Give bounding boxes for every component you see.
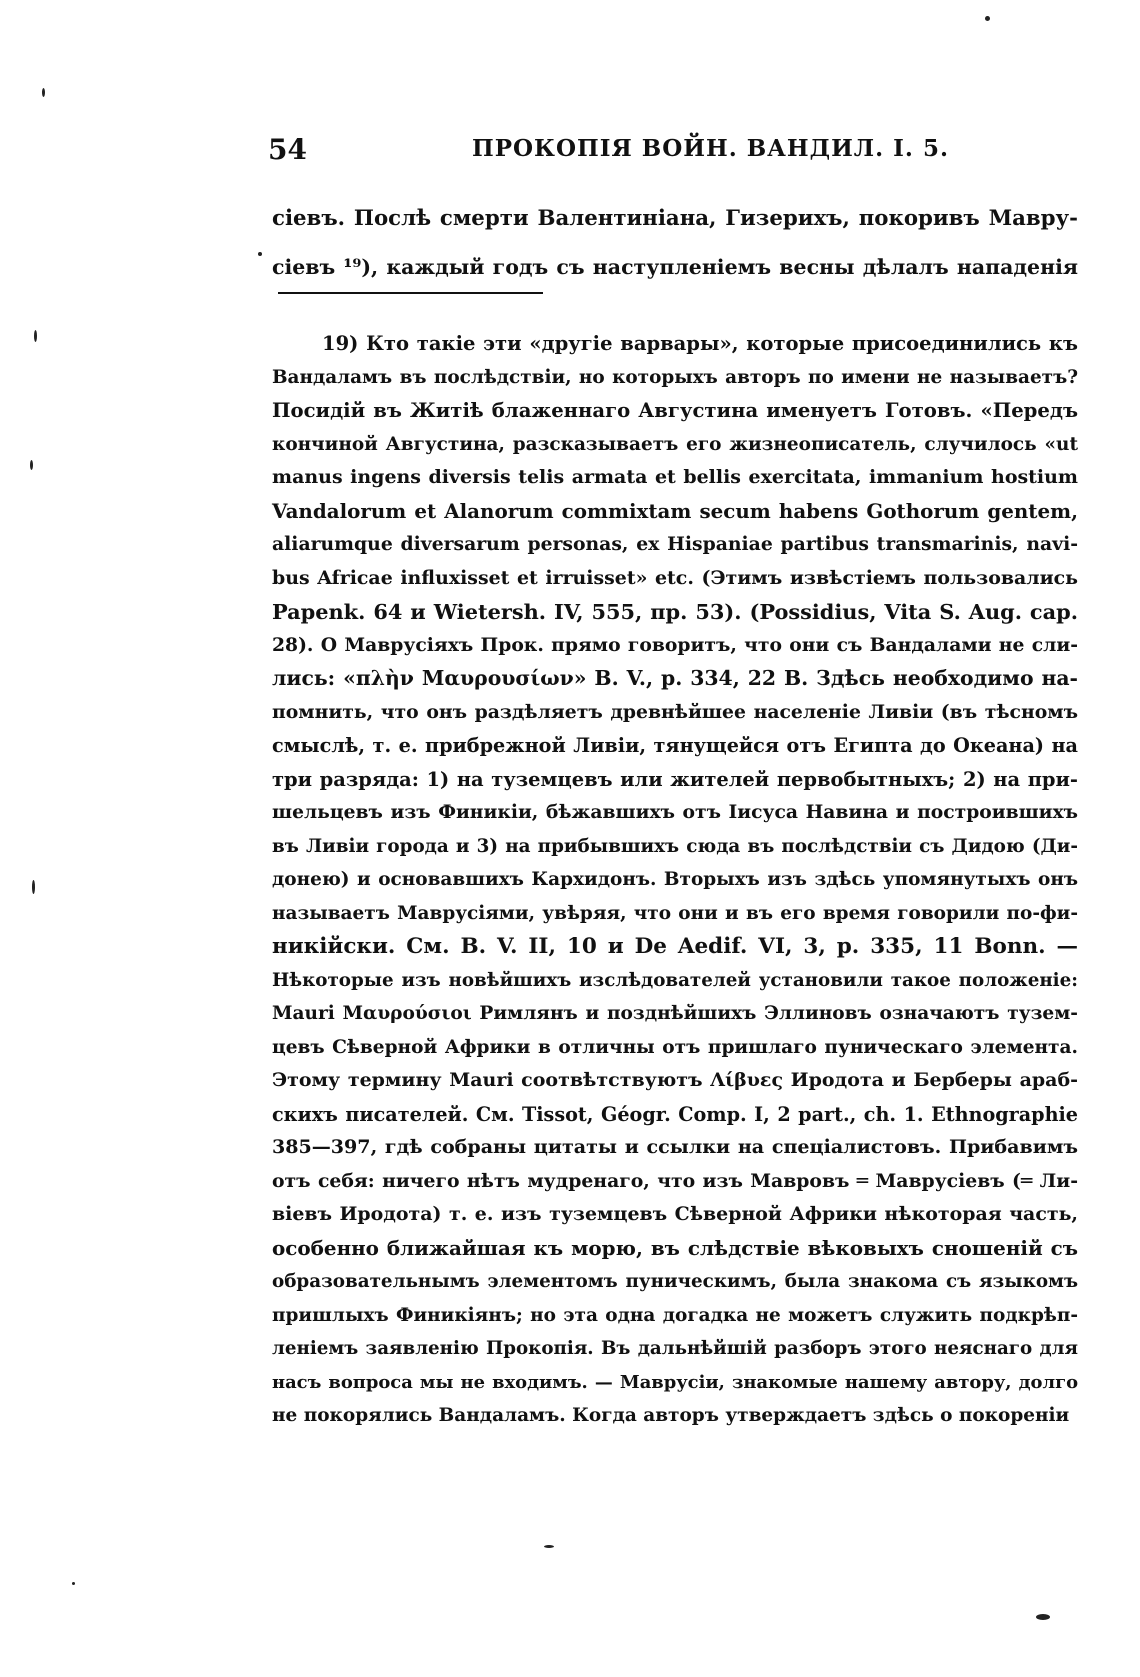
scan-speck [34,330,37,342]
footnote-line: Papenk. 64 и Wietersh. IV, 555, пр. 53). (Possidius, Vita S. Aug. cap. [272,599,1078,624]
footnote-line: 385—397, гдѣ собраны цитаты и ссылки на спеціалистовъ. Прибавимъ [272,1136,1078,1158]
footnote-line: Mauri Μαυρούσιοι Римлянъ и позднѣйшихъ Эллиновъ означаютъ тузем- [272,1003,1078,1024]
running-head: ПРОКОПІЯ ВОЙН. ВАНДИЛ. I. 5. [472,135,949,162]
footnote-line: віевъ Иродота) т. е. изъ туземцевъ Сѣверной Африки нѣкоторая часть, [272,1203,1078,1225]
footnote-line: шельцевъ изъ Финикіи, бѣжавшихъ отъ Іисуса Навина и построившихъ [272,801,1078,823]
footnote-line: донею) и основавшихъ Кархидонъ. Вторыхъ изъ здѣсь упомянутыхъ онъ [272,869,1078,890]
footnote-line: образовательнымъ элементомъ пуническимъ, была знакома съ языкомъ [272,1271,1078,1292]
scan-speck [42,88,45,97]
footnote-line: Этому термину Mauri соотвѣтствуютъ Λίβυες Иродота и Берберы араб- [272,1069,1078,1091]
footnote-line: manus ingens diversis telis armata et bellis exercitata, immanium hostium [272,466,1078,488]
footnote-line: въ Ливіи города и 3) на прибывшихъ сюда въ послѣдствіи съ Дидою (Ди- [272,835,1078,857]
footnote-line: три разряда: 1) на туземцевъ или жителей первобытныхъ; 2) на при- [272,767,1078,791]
footnote-separator [278,292,543,294]
page-number: 54 [268,133,307,166]
main-text-line: сіевъ ¹⁹), каждый годъ съ наступленіемъ весны дѣлалъ нападенія [272,255,1078,279]
footnote-line: леніемъ заявленію Прокопія. Въ дальнѣйшій разборъ этого неяснаго для [272,1338,1078,1359]
scan-speck [544,1545,554,1548]
footnote-block [272,327,1078,1433]
footnote-line: отъ себя: ничего нѣтъ мудренаго, что изъ Мавровъ ═ Маврусіевъ (═ Ли- [272,1169,1078,1192]
footnote-line: насъ вопроса мы не входимъ. — Маврусіи, знакомые нашему автору, долго [272,1371,1078,1393]
footnote-line: особенно ближайшая къ морю, въ слѣдствіе вѣковыхъ сношеній съ [272,1235,1078,1260]
footnote-line: Нѣкоторые изъ новѣйшихъ изслѣдователей установили такое положеніе: [272,969,1078,991]
scan-speck [72,1582,75,1585]
footnote-line: bus Africae influxisset et irruisset» etc. (Этимъ извѣстіемъ пользовались [272,566,1078,589]
footnote-line: называетъ Маврусіями, увѣряя, что они и въ его время говорили по-фи- [272,902,1078,924]
footnote-line: смыслѣ, т. е. прибрежной Ливіи, тянущейся отъ Египта до Океана) на [272,734,1078,757]
footnote-line: цевъ Сѣверной Африки в отличны отъ пришлаго пуническаго элемента. [272,1036,1078,1058]
footnote-line: скихъ писателей. См. Tissot, Géogr. Comp. I, 2 part., ch. 1. Ethnographie [272,1102,1078,1126]
footnote-line: никійски. См. B. V. II, 10 и De Aedif. VI, 3, p. 335, 11 Bonn. — [272,934,1078,959]
footnote-line: лись: «πλὴν Μαυρουσίων» B. V., p. 334, 22 B. Здѣсь необходимо на- [272,666,1078,690]
footnote-line: пришлыхъ Финикіянъ; но эта одна догадка не можетъ служить подкрѣп- [272,1304,1078,1326]
footnote-line: Посидій въ Житіѣ блаженнаго Августина именуетъ Готовъ. «Передъ [272,399,1078,422]
footnote-line: Vandalorum et Alanorum commixtam secum habens Gothorum gentem, [272,498,1078,523]
page-header [268,133,1074,173]
footnote-line: помнить, что онъ раздѣляетъ древнѣйшее населеніе Ливіи (въ тѣсномъ [272,700,1078,723]
footnote-line: 28). О Маврусіяхъ Прок. прямо говоритъ, что они съ Вандалами не сли- [272,633,1078,656]
scan-speck [985,16,990,21]
scan-speck [32,880,35,894]
scan-speck [1036,1614,1050,1620]
footnote-line: кончиной Августина, разсказываетъ его жизнеописатель, случилось «ut [272,433,1078,455]
footnote-line: Вандаламъ въ послѣдствіи, но которыхъ авторъ по имени не называетъ? [272,366,1078,388]
footnote-line: не покорялись Вандаламъ. Когда авторъ утверждаетъ здѣсь о покореніи [272,1405,1070,1426]
footnote-line: aliarumque diversarum personas, ex Hispaniae partibus transmarinis, navi- [272,533,1078,555]
footnote-line: 19) Кто такіе эти «другіе варвары», которые присоединились къ [322,332,1078,355]
main-text-line: сіевъ. Послѣ смерти Валентиніана, Гизерихъ, покоривъ Мавру- [272,206,1078,231]
scan-speck [258,252,262,256]
scan-speck [30,460,33,470]
main-text-block [272,195,1078,291]
